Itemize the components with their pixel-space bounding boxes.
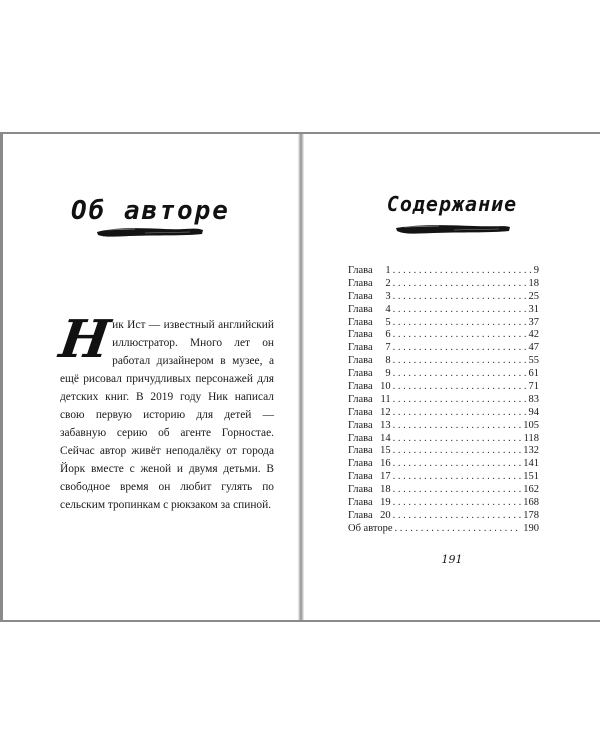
- toc-chapter-number: 15: [380, 445, 391, 457]
- toc-entry-label: Глава: [348, 393, 373, 405]
- toc-entry-label: Глава: [348, 277, 373, 289]
- toc-entry[interactable]: [348, 433, 539, 446]
- toc-chapter-number: 6: [385, 329, 391, 341]
- toc-entry-label: Глава: [348, 406, 373, 418]
- toc-entry[interactable]: [348, 329, 539, 342]
- toc-page-number: 168: [523, 497, 539, 509]
- contents-heading: Содержание: [386, 192, 518, 216]
- toc-page-number: 141: [523, 458, 539, 470]
- toc-chapter-number: 4: [385, 303, 391, 315]
- toc-leader-dots: [395, 523, 522, 536]
- toc-chapter-number: 5: [385, 316, 391, 328]
- toc-chapter-number: 20: [380, 509, 391, 521]
- toc-chapter-number: 14: [380, 432, 391, 444]
- toc-entry[interactable]: [348, 497, 539, 510]
- toc-entry-label: Глава: [348, 419, 373, 431]
- toc-page-number: 37: [528, 316, 539, 328]
- toc-page-number: 61: [528, 368, 539, 380]
- toc-entry[interactable]: [348, 304, 539, 317]
- toc-entry[interactable]: [348, 355, 539, 368]
- toc-page-number: 55: [528, 355, 539, 367]
- toc-entry-label: Глава: [348, 290, 373, 302]
- toc-entry-label: Глава: [348, 265, 373, 276]
- about-author-heading: Об авторе: [71, 196, 230, 226]
- toc-page-number: 151: [523, 471, 539, 483]
- drop-cap-letter: Н: [55, 309, 114, 370]
- toc-entry[interactable]: [348, 420, 539, 433]
- toc-entry-label: Глава: [348, 445, 373, 457]
- toc-entry-label: Глава: [348, 316, 373, 328]
- toc-entry[interactable]: [348, 445, 539, 458]
- toc-leader-dots: [393, 445, 522, 458]
- toc-chapter-number: 12: [380, 406, 391, 418]
- toc-entry-label: Глава: [348, 329, 373, 341]
- toc-chapter-number: 13: [380, 419, 391, 431]
- toc-leader-dots: [393, 342, 527, 355]
- toc-leader-dots: [393, 420, 522, 433]
- toc-entry[interactable]: [348, 381, 539, 394]
- toc-leader-dots: [393, 510, 522, 523]
- toc-chapter-number: 9: [385, 368, 391, 380]
- toc-leader-dots: [393, 304, 527, 317]
- toc-entry[interactable]: [348, 342, 539, 355]
- toc-leader-dots: [393, 291, 527, 304]
- toc-leader-dots: [393, 433, 522, 446]
- toc-entry-label: Глава: [348, 432, 373, 444]
- toc-page-number: 178: [523, 509, 539, 521]
- toc-leader-dots: [393, 355, 527, 368]
- toc-leader-dots: [393, 394, 527, 407]
- toc-page-number: 190: [523, 522, 539, 534]
- toc-page-number: 105: [523, 419, 539, 431]
- toc-chapter-number: 2: [385, 277, 391, 289]
- toc-entry[interactable]: [348, 484, 539, 497]
- toc-leader-dots: [393, 407, 527, 420]
- brush-stroke-decoration: [95, 224, 205, 238]
- right-page: [304, 134, 600, 620]
- toc-chapter-number: 17: [380, 471, 391, 483]
- toc-page-number: 31: [528, 303, 539, 315]
- toc-entry[interactable]: [348, 471, 539, 484]
- toc-chapter-number: 3: [385, 290, 391, 302]
- toc-page-number: 83: [528, 393, 539, 405]
- toc-page-number: 47: [528, 342, 539, 354]
- toc-chapter-number: 7: [385, 342, 391, 354]
- toc-entry[interactable]: [348, 394, 539, 407]
- toc-entry-label: Об авторе: [348, 522, 393, 534]
- toc-page-number: 25: [528, 290, 539, 302]
- toc-chapter-number: 11: [380, 393, 391, 405]
- table-of-contents: [348, 265, 539, 536]
- toc-entry-label: Глава: [348, 471, 373, 483]
- toc-page-number: 18: [528, 277, 539, 289]
- toc-chapter-number: 1: [385, 265, 391, 276]
- left-page: [3, 134, 298, 620]
- toc-chapter-number: 16: [380, 458, 391, 470]
- toc-entry-label: Глава: [348, 484, 373, 496]
- toc-page-number: 71: [528, 381, 539, 393]
- toc-page-number: 9: [533, 265, 539, 276]
- toc-entry[interactable]: [348, 368, 539, 381]
- toc-leader-dots: [393, 497, 522, 510]
- toc-entry-label: Глава: [348, 458, 373, 470]
- toc-page-number: 94: [528, 406, 539, 418]
- bio-text: ик Ист — известный английский иллюстратор. Много лет он работал дизайнером в музее, а ещё рисовал причудливых персонажей для детских книг. В 2019 году Ник написал свою первую историю для детей — забавную серию об агенте Горностае. Сейчас автор живёт неподалёку от города Йорк вместе с женой и двумя детьми. В свободное время он любит гулять по сельским тропинкам с рюкзаком за спиной.: [60, 319, 274, 511]
- toc-entry[interactable]: [348, 523, 539, 536]
- brush-stroke-decoration: [394, 221, 512, 235]
- toc-entry[interactable]: [348, 317, 539, 330]
- toc-leader-dots: [393, 265, 532, 278]
- toc-entry[interactable]: [348, 278, 539, 291]
- toc-entry[interactable]: [348, 458, 539, 471]
- toc-page-number: 132: [523, 445, 539, 457]
- toc-chapter-number: 8: [385, 355, 391, 367]
- toc-leader-dots: [393, 278, 527, 291]
- toc-leader-dots: [393, 317, 527, 330]
- toc-page-number: 118: [523, 432, 539, 444]
- toc-leader-dots: [393, 484, 522, 497]
- toc-entry-label: Глава: [348, 381, 373, 393]
- toc-leader-dots: [393, 368, 527, 381]
- toc-chapter-number: 19: [380, 497, 391, 509]
- toc-entry-label: Глава: [348, 497, 373, 509]
- toc-entry[interactable]: [348, 291, 539, 304]
- toc-entry-label: Глава: [348, 368, 373, 380]
- toc-entry-label: Глава: [348, 342, 373, 354]
- toc-entry[interactable]: [348, 265, 539, 278]
- book-spread: [0, 132, 600, 622]
- toc-leader-dots: [393, 471, 522, 484]
- toc-leader-dots: [393, 329, 527, 342]
- author-bio: [55, 309, 274, 514]
- toc-entry-label: Глава: [348, 303, 373, 315]
- page-number: 191: [441, 553, 463, 566]
- toc-leader-dots: [393, 458, 522, 471]
- toc-entry[interactable]: [348, 407, 539, 420]
- toc-entry[interactable]: [348, 510, 539, 523]
- toc-chapter-number: 10: [380, 381, 391, 393]
- toc-page-number: 162: [523, 484, 539, 496]
- toc-entry-label: Глава: [348, 509, 373, 521]
- toc-page-number: 42: [528, 329, 539, 341]
- toc-chapter-number: 18: [380, 484, 391, 496]
- toc-entry-label: Глава: [348, 355, 373, 367]
- toc-leader-dots: [393, 381, 527, 394]
